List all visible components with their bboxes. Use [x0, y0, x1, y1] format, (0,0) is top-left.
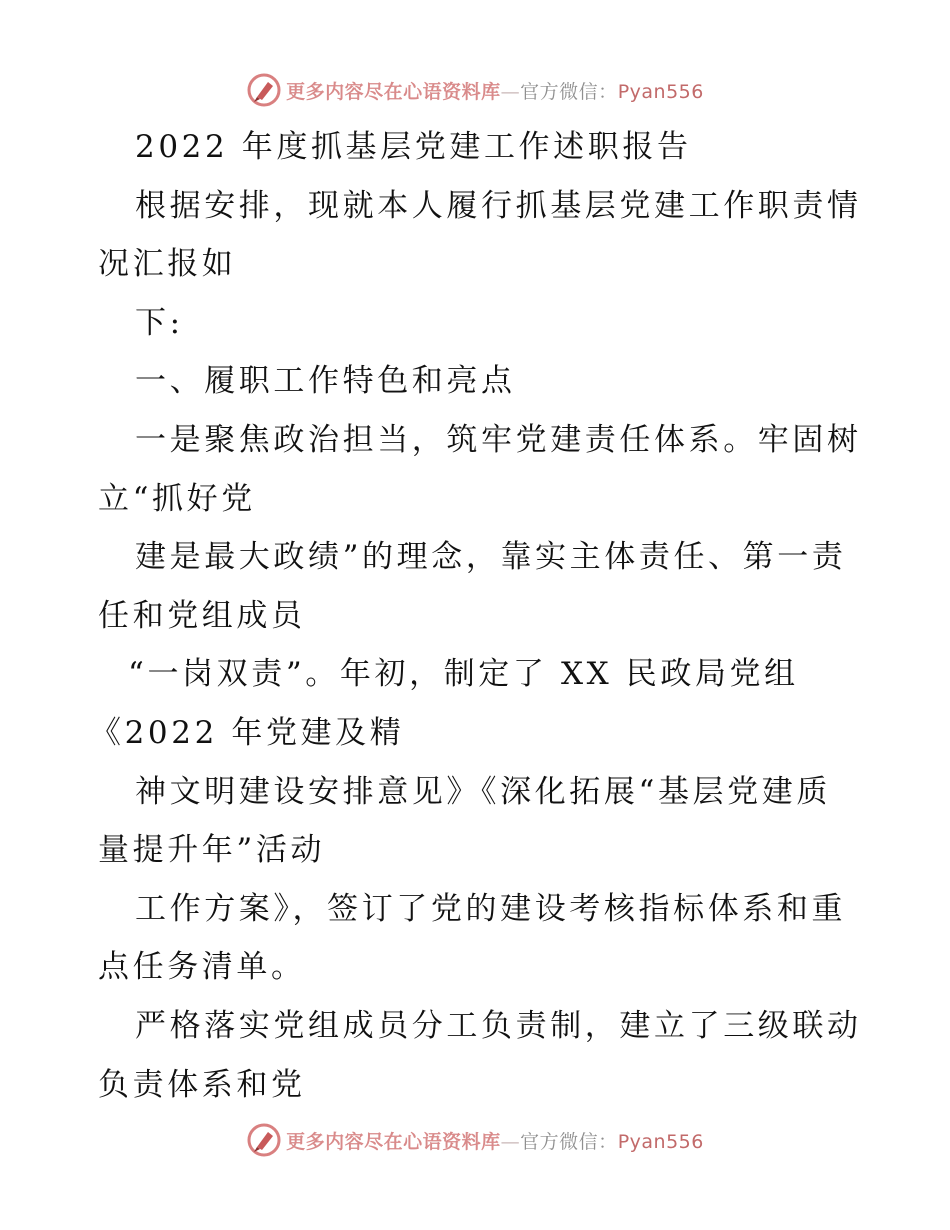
- pen-nib-seal-logo: [246, 1122, 282, 1158]
- paragraph-line: 立“抓好党: [98, 480, 256, 517]
- document-title: 2022 年度抓基层党建工作述职报告: [135, 129, 692, 165]
- paragraph-line: 任和党组成员: [98, 597, 306, 634]
- paragraph-line: 建是最大政绩”的理念，靠实主体责任、第一责: [135, 539, 847, 576]
- watermark-text: 更多内容尽在心语资料库—官方微信：Pyan556: [286, 1130, 704, 1153]
- section-heading: 一、履职工作特色和亮点: [135, 363, 516, 400]
- paragraph-line: 一是聚焦政治担当，筑牢党建责任体系。牢固树: [135, 421, 862, 458]
- footer-watermark: [0, 1120, 950, 1160]
- paragraph-line: 下:: [135, 304, 184, 341]
- paragraph-line: 工作方案》，签订了党的建设考核指标体系和重: [135, 890, 847, 927]
- watermark-text: 更多内容尽在心语资料库—官方微信：Pyan556: [286, 80, 704, 103]
- paragraph-line: 严格落实党组成员分工负责制，建立了三级联动: [135, 1007, 862, 1044]
- paragraph-line: 根据安排，现就本人履行抓基层党建工作职责情: [135, 187, 862, 224]
- paragraph-line: 点任务清单。: [98, 949, 306, 986]
- document-body: [90, 118, 862, 1114]
- paragraph-line: 神文明建设安排意见》《深化拓展“基层党建质: [135, 773, 831, 810]
- pen-nib-seal-logo: [246, 72, 282, 108]
- paragraph-line: 量提升年”活动: [98, 832, 326, 869]
- paragraph-line: 负责体系和党: [98, 1066, 306, 1103]
- paragraph-line: “一岗双责”。年初，制定了 XX 民政局党组: [128, 656, 799, 693]
- header-watermark: [0, 70, 950, 110]
- paragraph-line: 况汇报如: [98, 246, 237, 283]
- paragraph-line: 《2022 年党建及精: [90, 714, 405, 751]
